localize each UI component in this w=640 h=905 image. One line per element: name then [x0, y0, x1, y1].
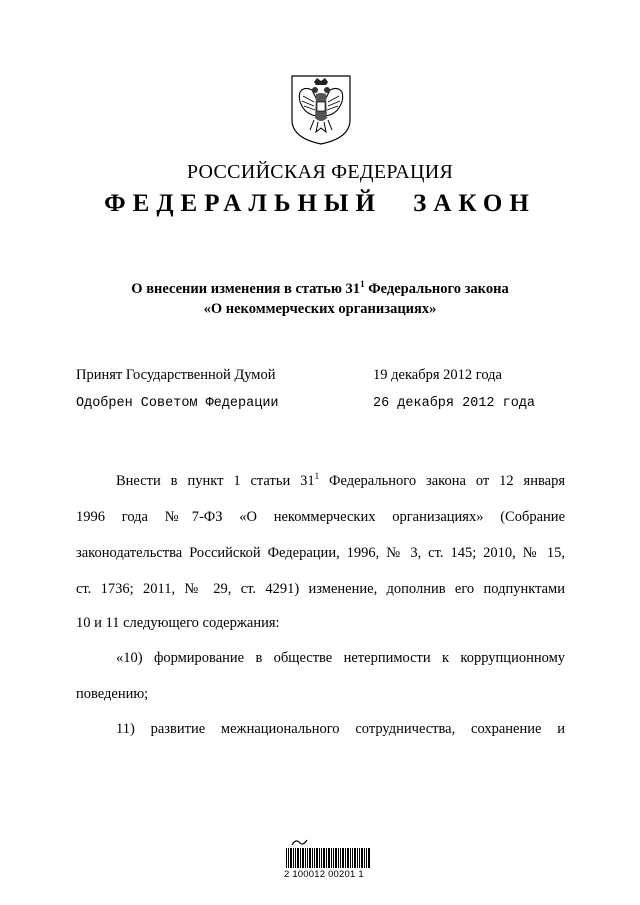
- law-title-text: О внесении изменения в статью 31: [131, 281, 361, 297]
- duma-adoption-date: 19 декабря 2012 года: [373, 367, 502, 383]
- body-line: 11) развитие межнационального сотрудничества, сохранение и: [116, 721, 565, 737]
- coat-of-arms-emblem: [288, 72, 354, 146]
- body-line: ст. 1736; 2011, № 29, ст. 4291) изменение, дополнив его подпунктами: [76, 581, 565, 597]
- article-superscript: 1: [314, 471, 320, 481]
- law-title-text: Федерального закона: [364, 281, 509, 297]
- law-title-line-2: «О некоммерческих организациях»: [203, 301, 437, 317]
- body-line: Внести в пункт 1 статьи $31^1$ Федерального закона от 12 января: [116, 471, 565, 489]
- duma-adoption-label: Принят Государственной Думой: [76, 367, 276, 383]
- body-line: «10) формирование в обществе нетерпимости к коррупционному: [116, 650, 565, 666]
- body-line: 10 и 11 следующего содержания:: [76, 615, 280, 631]
- barcode-number: 2 100012 00201 1: [284, 869, 364, 880]
- barcode-mark-icon: [290, 837, 310, 847]
- body-line: 1996 года №7-ФЗ «О некоммерческих организациях» (Собрание: [76, 509, 565, 525]
- barcode-icon: [286, 848, 370, 868]
- law-title-superscript: 1: [360, 279, 365, 289]
- body-line: поведению;: [76, 686, 149, 702]
- law-title-line-1: [0, 279, 640, 299]
- council-approval-label: Одобрен Советом Федерации: [76, 396, 279, 411]
- body-line: законодательства Российской Федерации, 1996, № 3, ст. 145; 2010, № 15,: [76, 545, 565, 561]
- law-title: [0, 279, 640, 319]
- document-type: ФЕДЕРАЛЬНЫЙ ЗАКОН: [104, 190, 536, 217]
- country-name: РОССИЙСКАЯ ФЕДЕРАЦИЯ: [186, 161, 454, 183]
- council-approval-date: 26 декабря 2012 года: [373, 396, 536, 411]
